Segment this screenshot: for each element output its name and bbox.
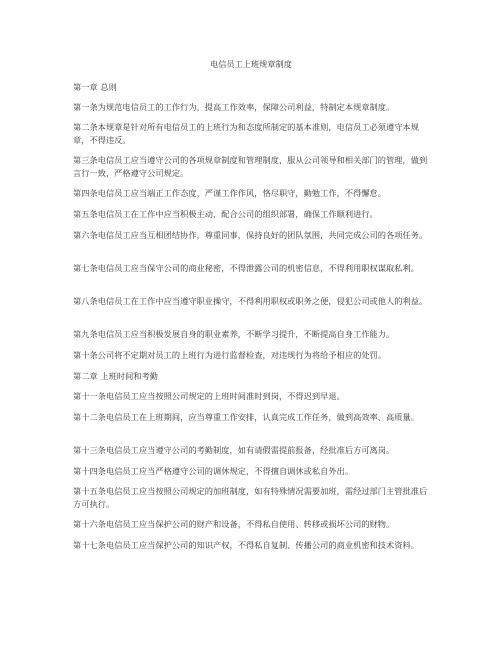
article-15: 第十五条电信员工应当按照公司规定的加班制度，如有特殊情况需要加班，需经过部门主管批准后方可执行。 xyxy=(73,486,428,509)
article-11: 第十一条电信员工应当按照公司规定的上班时间准时到岗，不得迟到早退。 xyxy=(73,391,345,401)
article-2: 第二条本规章是针对所有电信员工的上班行为和态度所制定的基本准则，电信员工必须遵守本规章，不得违反。 xyxy=(73,122,419,145)
article-13: 第十三条电信员工应当遵守公司的考勤制度，如有请假需提前报备，经批准后方可离岗。 xyxy=(73,445,395,455)
article-3: 第三条电信员工应当遵守公司的各项规章制度和管理制度，服从公司领导和相关部门的管理，做到言行一致，严格遵守公司规定。 xyxy=(73,155,428,178)
article-4: 第四条电信员工应当端正工作态度，严谨工作作风，恪尽职守，勤勉工作，不得懈怠。 xyxy=(73,188,387,198)
article-9: 第九条电信员工应当积极发展自身的职业素养，不断学习提升，不断提高自身工作能力。 xyxy=(73,329,395,339)
chapter-heading-1: 第一章 总则 xyxy=(73,82,117,92)
article-16: 第十六条电信员工应当保护公司的财产和设备，不得私自使用、转移或损坏公司的财物。 xyxy=(73,519,395,529)
article-12: 第十二条电信员工在上班期间，应当尊重工作安排，认真完成工作任务，做到高效率、高质量。 xyxy=(73,412,419,422)
chapter-heading-2: 第二章 上班时间和考勤 xyxy=(73,371,159,381)
document-title: 电信员工上班规章制度 xyxy=(210,59,292,69)
article-10: 第十条公司将不定期对员工的上班行为进行监督检查，对违规行为将给予相应的处罚。 xyxy=(73,350,387,360)
article-1: 第一条为规范电信员工的工作行为，提高工作效率，保障公司利益，特制定本规章制度。 xyxy=(73,102,395,112)
article-6: 第六条电信员工应当互相团结协作，尊重同事，保持良好的团队氛围，共同完成公司的各项任务。 xyxy=(73,230,428,240)
article-14: 第十四条电信员工应当严格遵守公司的调休规定，不得擅自调休或私自外出。 xyxy=(73,466,354,476)
article-5: 第五条电信员工在工作中应当积极主动，配合公司的组织部署，确保工作顺利进行。 xyxy=(73,209,378,219)
article-17: 第十七条电信员工应当保护公司的知识产权，不得私自复制、传播公司的商业机密和技术资料。 xyxy=(73,540,419,550)
article-7: 第七条电信员工应当保守公司的商业秘密，不得泄露公司的机密信息，不得利用职权谋取私利。 xyxy=(73,263,419,273)
article-8: 第八条电信员工在工作中应当遵守职业操守，不得利用职权或职务之便，侵犯公司或他人的利益。 xyxy=(73,296,428,306)
